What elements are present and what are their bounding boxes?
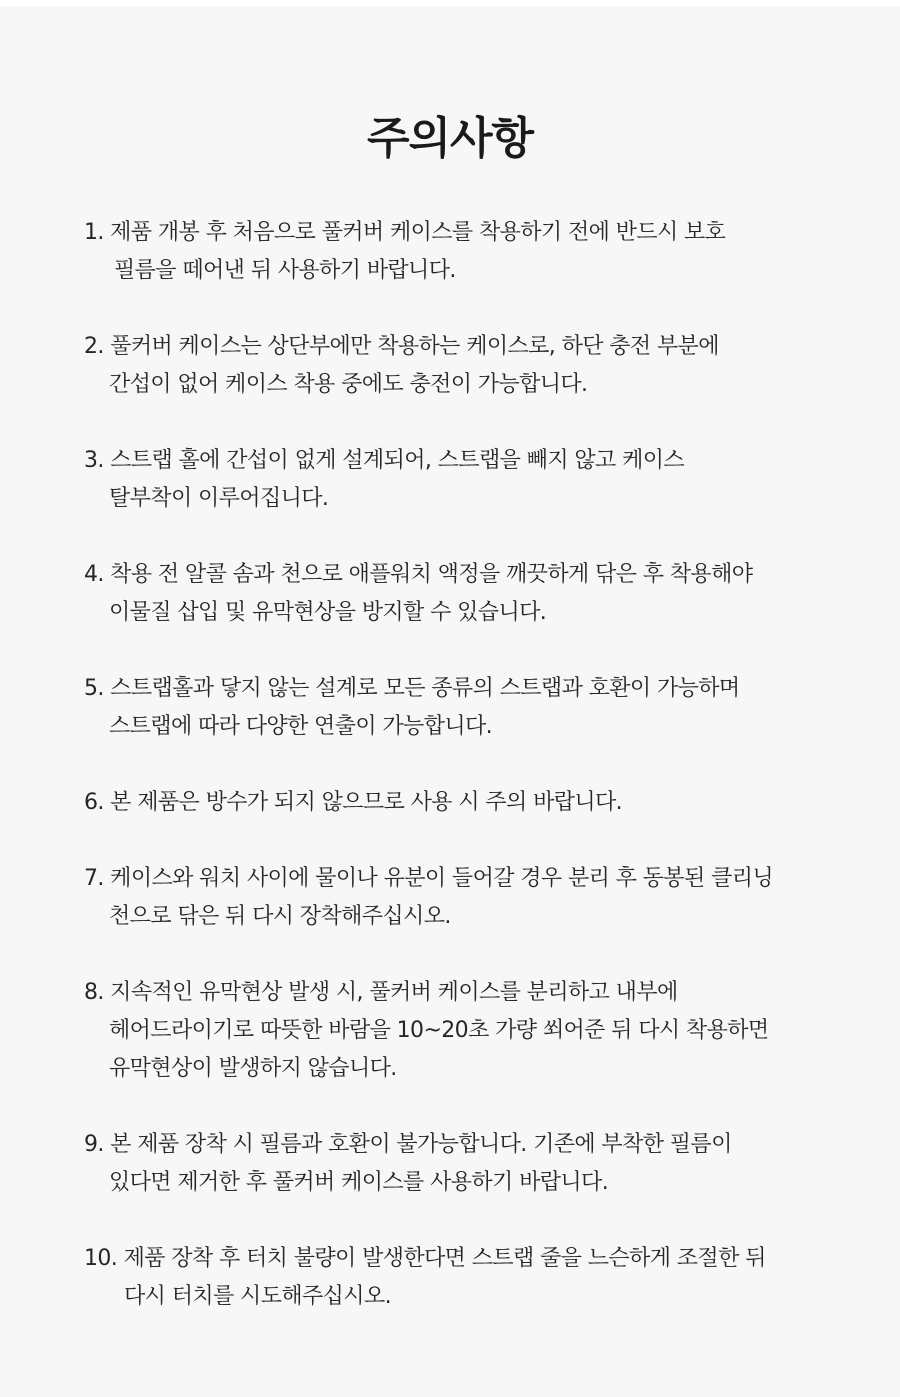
notice-line: 유막현상이 발생하지 않습니다. bbox=[109, 1056, 397, 1081]
notice-line: 필름을 떼어낸 뒤 사용하기 바랍니다. bbox=[114, 258, 456, 283]
notice-line: 8. 지속적인 유막현상 발생 시, 풀커버 케이스를 분리하고 내부에 bbox=[84, 980, 678, 1005]
notice-line: 간섭이 없어 케이스 착용 중에도 충전이 가능합니다. bbox=[109, 372, 588, 397]
notice-line: 10. 제품 장착 후 터치 불량이 발생한다면 스트랩 줄을 느슨하게 조절한 뒤 bbox=[84, 1246, 766, 1271]
notice-item-2 bbox=[84, 328, 844, 404]
notice-line: 7. 케이스와 워치 사이에 물이나 유분이 들어갈 경우 분리 후 동봉된 클리닝 bbox=[84, 866, 774, 891]
page-title: 주의사항 bbox=[366, 113, 533, 164]
notice-item-7 bbox=[84, 860, 844, 936]
notice-line: 9. 본 제품 장착 시 필름과 호환이 불가능합니다. 기존에 부착한 필름이 bbox=[84, 1132, 732, 1157]
notice-item-1 bbox=[84, 214, 844, 290]
notice-line: 2. 풀커버 케이스는 상단부에만 착용하는 케이스로, 하단 충전 부분에 bbox=[84, 334, 719, 359]
notice-item-9 bbox=[84, 1126, 844, 1202]
notice-item-6 bbox=[84, 784, 844, 822]
notice-item-5 bbox=[84, 670, 844, 746]
notice-item-3 bbox=[84, 442, 844, 518]
notice-line: 4. 착용 전 알콜 솜과 천으로 애플워치 액정을 깨끗하게 닦은 후 착용해야 bbox=[84, 562, 753, 587]
notice-line: 이물질 삽입 및 유막현상을 방지할 수 있습니다. bbox=[109, 600, 547, 625]
notice-line: 6. 본 제품은 방수가 되지 않으므로 사용 시 주의 바랍니다. bbox=[84, 790, 623, 815]
notice-line: 1. 제품 개봉 후 처음으로 풀커버 케이스를 착용하기 전에 반드시 보호 bbox=[84, 220, 726, 245]
notice-line: 헤어드라이기로 따뜻한 바람을 10~20초 가량 쐬어준 뒤 다시 착용하면 bbox=[109, 1018, 769, 1043]
notice-line: 다시 터치를 시도해주십시오. bbox=[124, 1284, 392, 1309]
notice-line: 천으로 닦은 뒤 다시 장착해주십시오. bbox=[109, 904, 451, 929]
notice-item-10 bbox=[84, 1240, 844, 1316]
notice-line: 3. 스트랩 홀에 간섭이 없게 설계되어, 스트랩을 빼지 않고 케이스 bbox=[84, 448, 685, 473]
notice-list bbox=[84, 214, 844, 1354]
notice-line: 탈부착이 이루어집니다. bbox=[109, 486, 329, 511]
notice-item-8 bbox=[84, 974, 844, 1088]
notice-item-4 bbox=[84, 556, 844, 632]
notice-line: 5. 스트랩홀과 닿지 않는 설계로 모든 종류의 스트랩과 호환이 가능하며 bbox=[84, 676, 740, 701]
notice-line: 있다면 제거한 후 풀커버 케이스를 사용하기 바랍니다. bbox=[109, 1170, 609, 1195]
notice-line: 스트랩에 따라 다양한 연출이 가능합니다. bbox=[109, 714, 493, 739]
